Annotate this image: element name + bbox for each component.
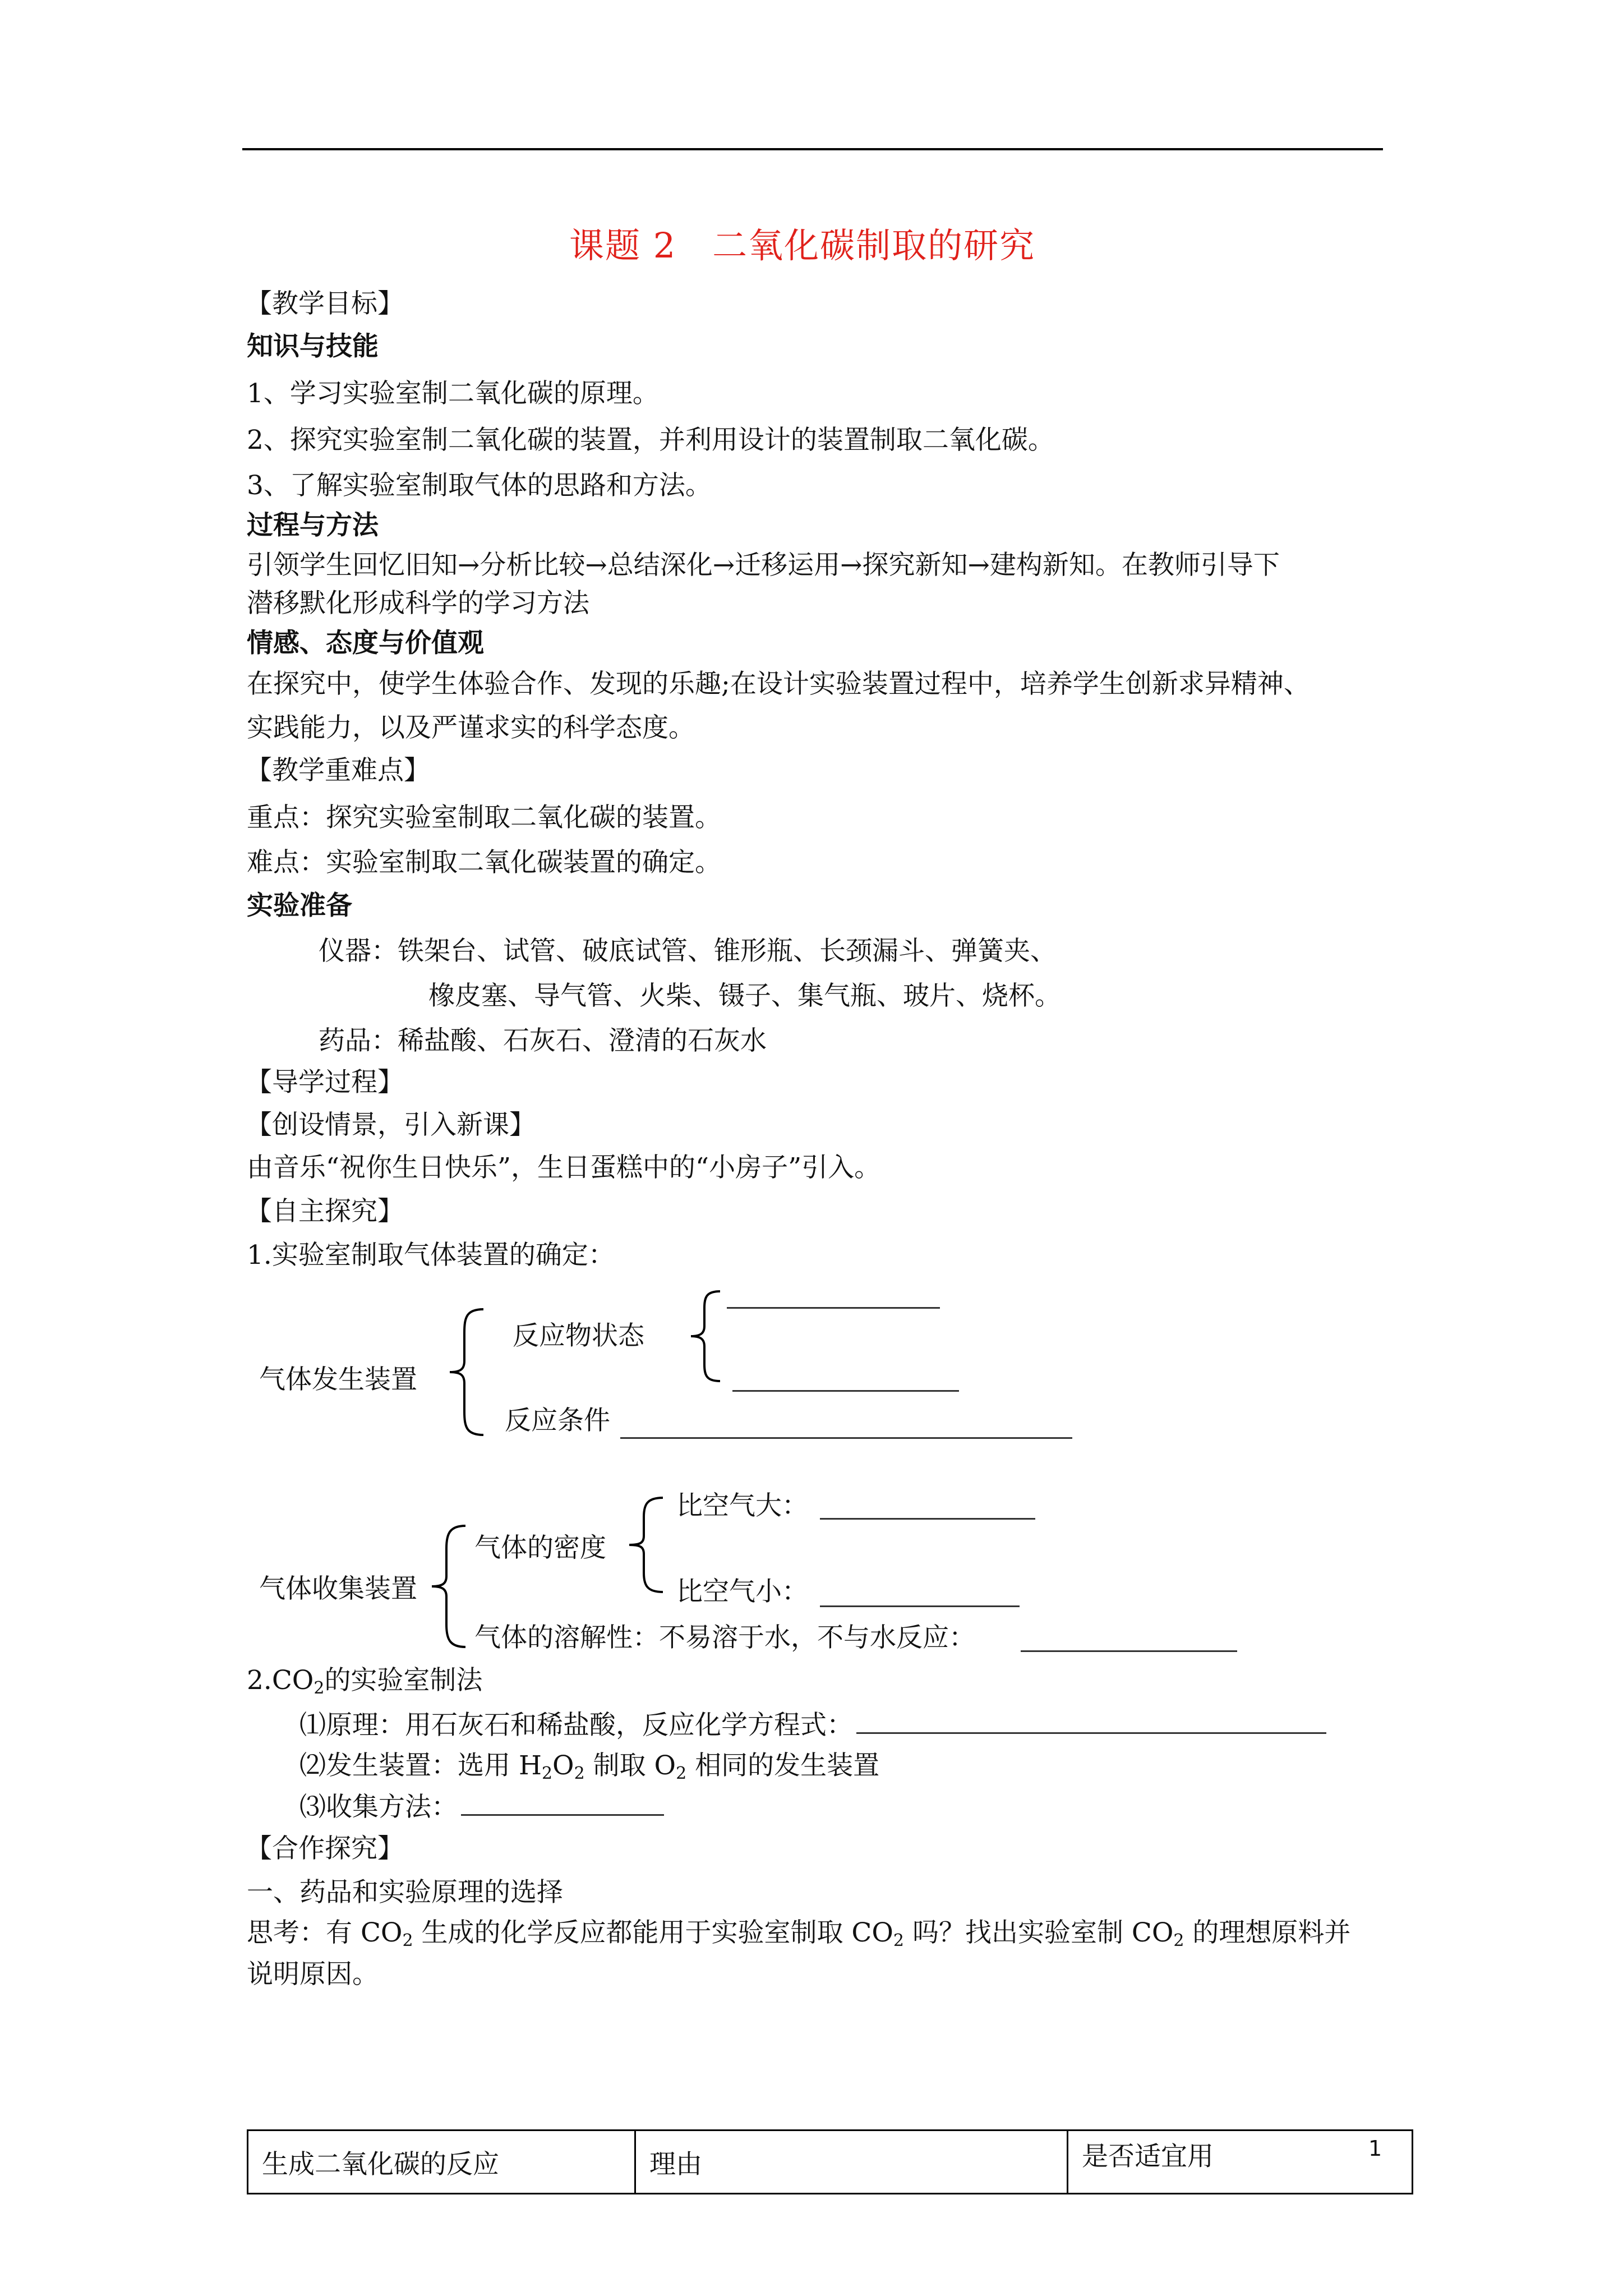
lighter-than-air-blank[interactable] <box>820 1582 1020 1607</box>
gas-collection-device: 气体收集装置 <box>259 1573 417 1604</box>
heading-emotion-values: 情感、态度与价值观 <box>247 628 484 659</box>
header-reaction: 生成二氧化碳的反应 <box>248 2131 635 2194</box>
header-rule <box>242 148 1383 150</box>
knowledge-item-2: 2、探究实验室制二氧化碳的装置，并利用设计的装置制取二氧化碳。 <box>247 425 1054 455</box>
heading-process-methods: 过程与方法 <box>247 510 379 541</box>
gen-text-d: 相同的发生装置 <box>686 1750 880 1781</box>
generation-device-line <box>299 1749 879 1783</box>
section-self-exploration: 【自主探究】 <box>246 1196 404 1227</box>
principle-text: ⑴原理：用石灰石和稀盐酸，反应化学方程式： <box>299 1710 853 1741</box>
difficult-point: 难点：实验室制取二氧化碳装置的确定。 <box>247 847 721 878</box>
question-2 <box>247 1664 482 1697</box>
think-sub-2: 2 <box>893 1931 904 1950</box>
heading-knowledge-skills: 知识与技能 <box>247 331 379 362</box>
gen-sub-2: 2 <box>574 1764 585 1783</box>
lighter-than-air: 比空气小： <box>676 1576 808 1607</box>
think-line-2: 说明原因。 <box>247 1959 379 1990</box>
process-line-2: 潜移默化形成科学的学习方法 <box>247 588 589 619</box>
collect-method-line <box>299 1791 664 1824</box>
think-sub-1: 2 <box>402 1931 413 1950</box>
coop-item-1: 一、药品和实验原理的选择 <box>247 1877 563 1908</box>
reagents-line: 药品：稀盐酸、石灰石、澄清的石灰水 <box>319 1025 767 1056</box>
page-number: 1 <box>1368 2136 1382 2161</box>
q2-sub: 2 <box>313 1678 325 1698</box>
collect-method-text: ⑶收集方法： <box>299 1792 458 1823</box>
key-point: 重点：探究实验室制取二氧化碳的装置。 <box>247 802 721 833</box>
instruments-line-2: 橡皮塞、导气管、火柴、镊子、集气瓶、玻片、烧杯。 <box>428 981 1061 1011</box>
gen-text-b: O <box>552 1750 574 1781</box>
gen-text-a: ⑵发生装置：选用 H <box>299 1750 542 1781</box>
section-teaching-goals: 【教学目标】 <box>246 288 404 319</box>
process-line-1: 引领学生回忆旧知→分析比较→总结深化→迁移运用→探究新知→建构新知。在教师引导下 <box>247 550 1280 581</box>
header-suitable: 是否适宜用 <box>1068 2131 1413 2194</box>
think-d: 的理想原料并 <box>1184 1917 1351 1948</box>
reactant-state-blank-1[interactable] <box>727 1283 940 1309</box>
gas-generation-device: 气体发生装置 <box>259 1364 417 1395</box>
knowledge-item-1: 1、学习实验室制二氧化碳的原理。 <box>247 378 659 409</box>
brace-collection <box>426 1522 471 1651</box>
gen-sub-3: 2 <box>676 1764 687 1783</box>
brace-reactant-state <box>685 1289 725 1384</box>
brace-density <box>623 1496 667 1595</box>
reaction-table <box>247 2129 1413 2194</box>
gas-density: 气体的密度 <box>474 1533 606 1563</box>
q2-suffix: 的实验室制法 <box>324 1665 483 1696</box>
gen-sub-1: 2 <box>541 1764 553 1783</box>
equation-blank[interactable] <box>856 1709 1326 1734</box>
section-key-points: 【教学重难点】 <box>246 755 430 786</box>
intro-text: 由音乐“祝你生日快乐”，生日蛋糕中的“小房子”引入。 <box>247 1152 881 1183</box>
collect-method-blank[interactable] <box>461 1791 664 1816</box>
think-line-1 <box>247 1916 1350 1950</box>
reaction-condition-blank[interactable] <box>620 1414 1072 1439</box>
table-header-row <box>248 2131 1413 2194</box>
reaction-condition: 反应条件 <box>505 1405 610 1436</box>
section-cooperative: 【合作探究】 <box>246 1833 404 1864</box>
reactant-state: 反应物状态 <box>513 1320 644 1351</box>
instruments-line-1: 仪器：铁架台、试管、破底试管、锥形瓶、长颈漏斗、弹簧夹、 <box>319 936 1057 967</box>
think-c: 吗？找出实验室制 CO <box>904 1917 1174 1948</box>
gas-solubility-blank[interactable] <box>1021 1627 1237 1652</box>
section-guided-process: 【导学过程】 <box>246 1067 404 1098</box>
gen-text-c: 制取 O <box>584 1750 676 1781</box>
think-b: 生成的化学反应都能用于实验室制取 CO <box>413 1917 893 1948</box>
question-1: 1.实验室制取气体装置的确定： <box>247 1240 615 1271</box>
think-a: 思考：有 CO <box>247 1917 403 1948</box>
heading-experiment-prep: 实验准备 <box>247 890 352 921</box>
principle-line <box>299 1709 1326 1742</box>
reactant-state-blank-2[interactable] <box>732 1366 959 1392</box>
page-title: 课题 2 二氧化碳制取的研究 <box>569 225 1036 266</box>
gas-solubility: 气体的溶解性：不易溶于水，不与水反应： <box>474 1622 975 1653</box>
denser-than-air: 比空气大： <box>676 1490 808 1521</box>
header-reason: 理由 <box>635 2131 1068 2194</box>
think-sub-3: 2 <box>1173 1931 1184 1950</box>
brace-generation <box>444 1306 489 1438</box>
emotion-line-1: 在探究中，使学生体验合作、发现的乐趣;在设计实验装置过程中，培养学生创新求异精神、 <box>247 669 1310 700</box>
denser-than-air-blank[interactable] <box>820 1494 1035 1520</box>
q2-prefix: 2.CO <box>247 1665 314 1696</box>
emotion-line-2: 实践能力，以及严谨求实的科学态度。 <box>247 712 695 743</box>
section-scenario-intro: 【创设情景，引入新课】 <box>246 1110 536 1140</box>
knowledge-item-3: 3、了解实验室制取气体的思路和方法。 <box>247 470 712 501</box>
